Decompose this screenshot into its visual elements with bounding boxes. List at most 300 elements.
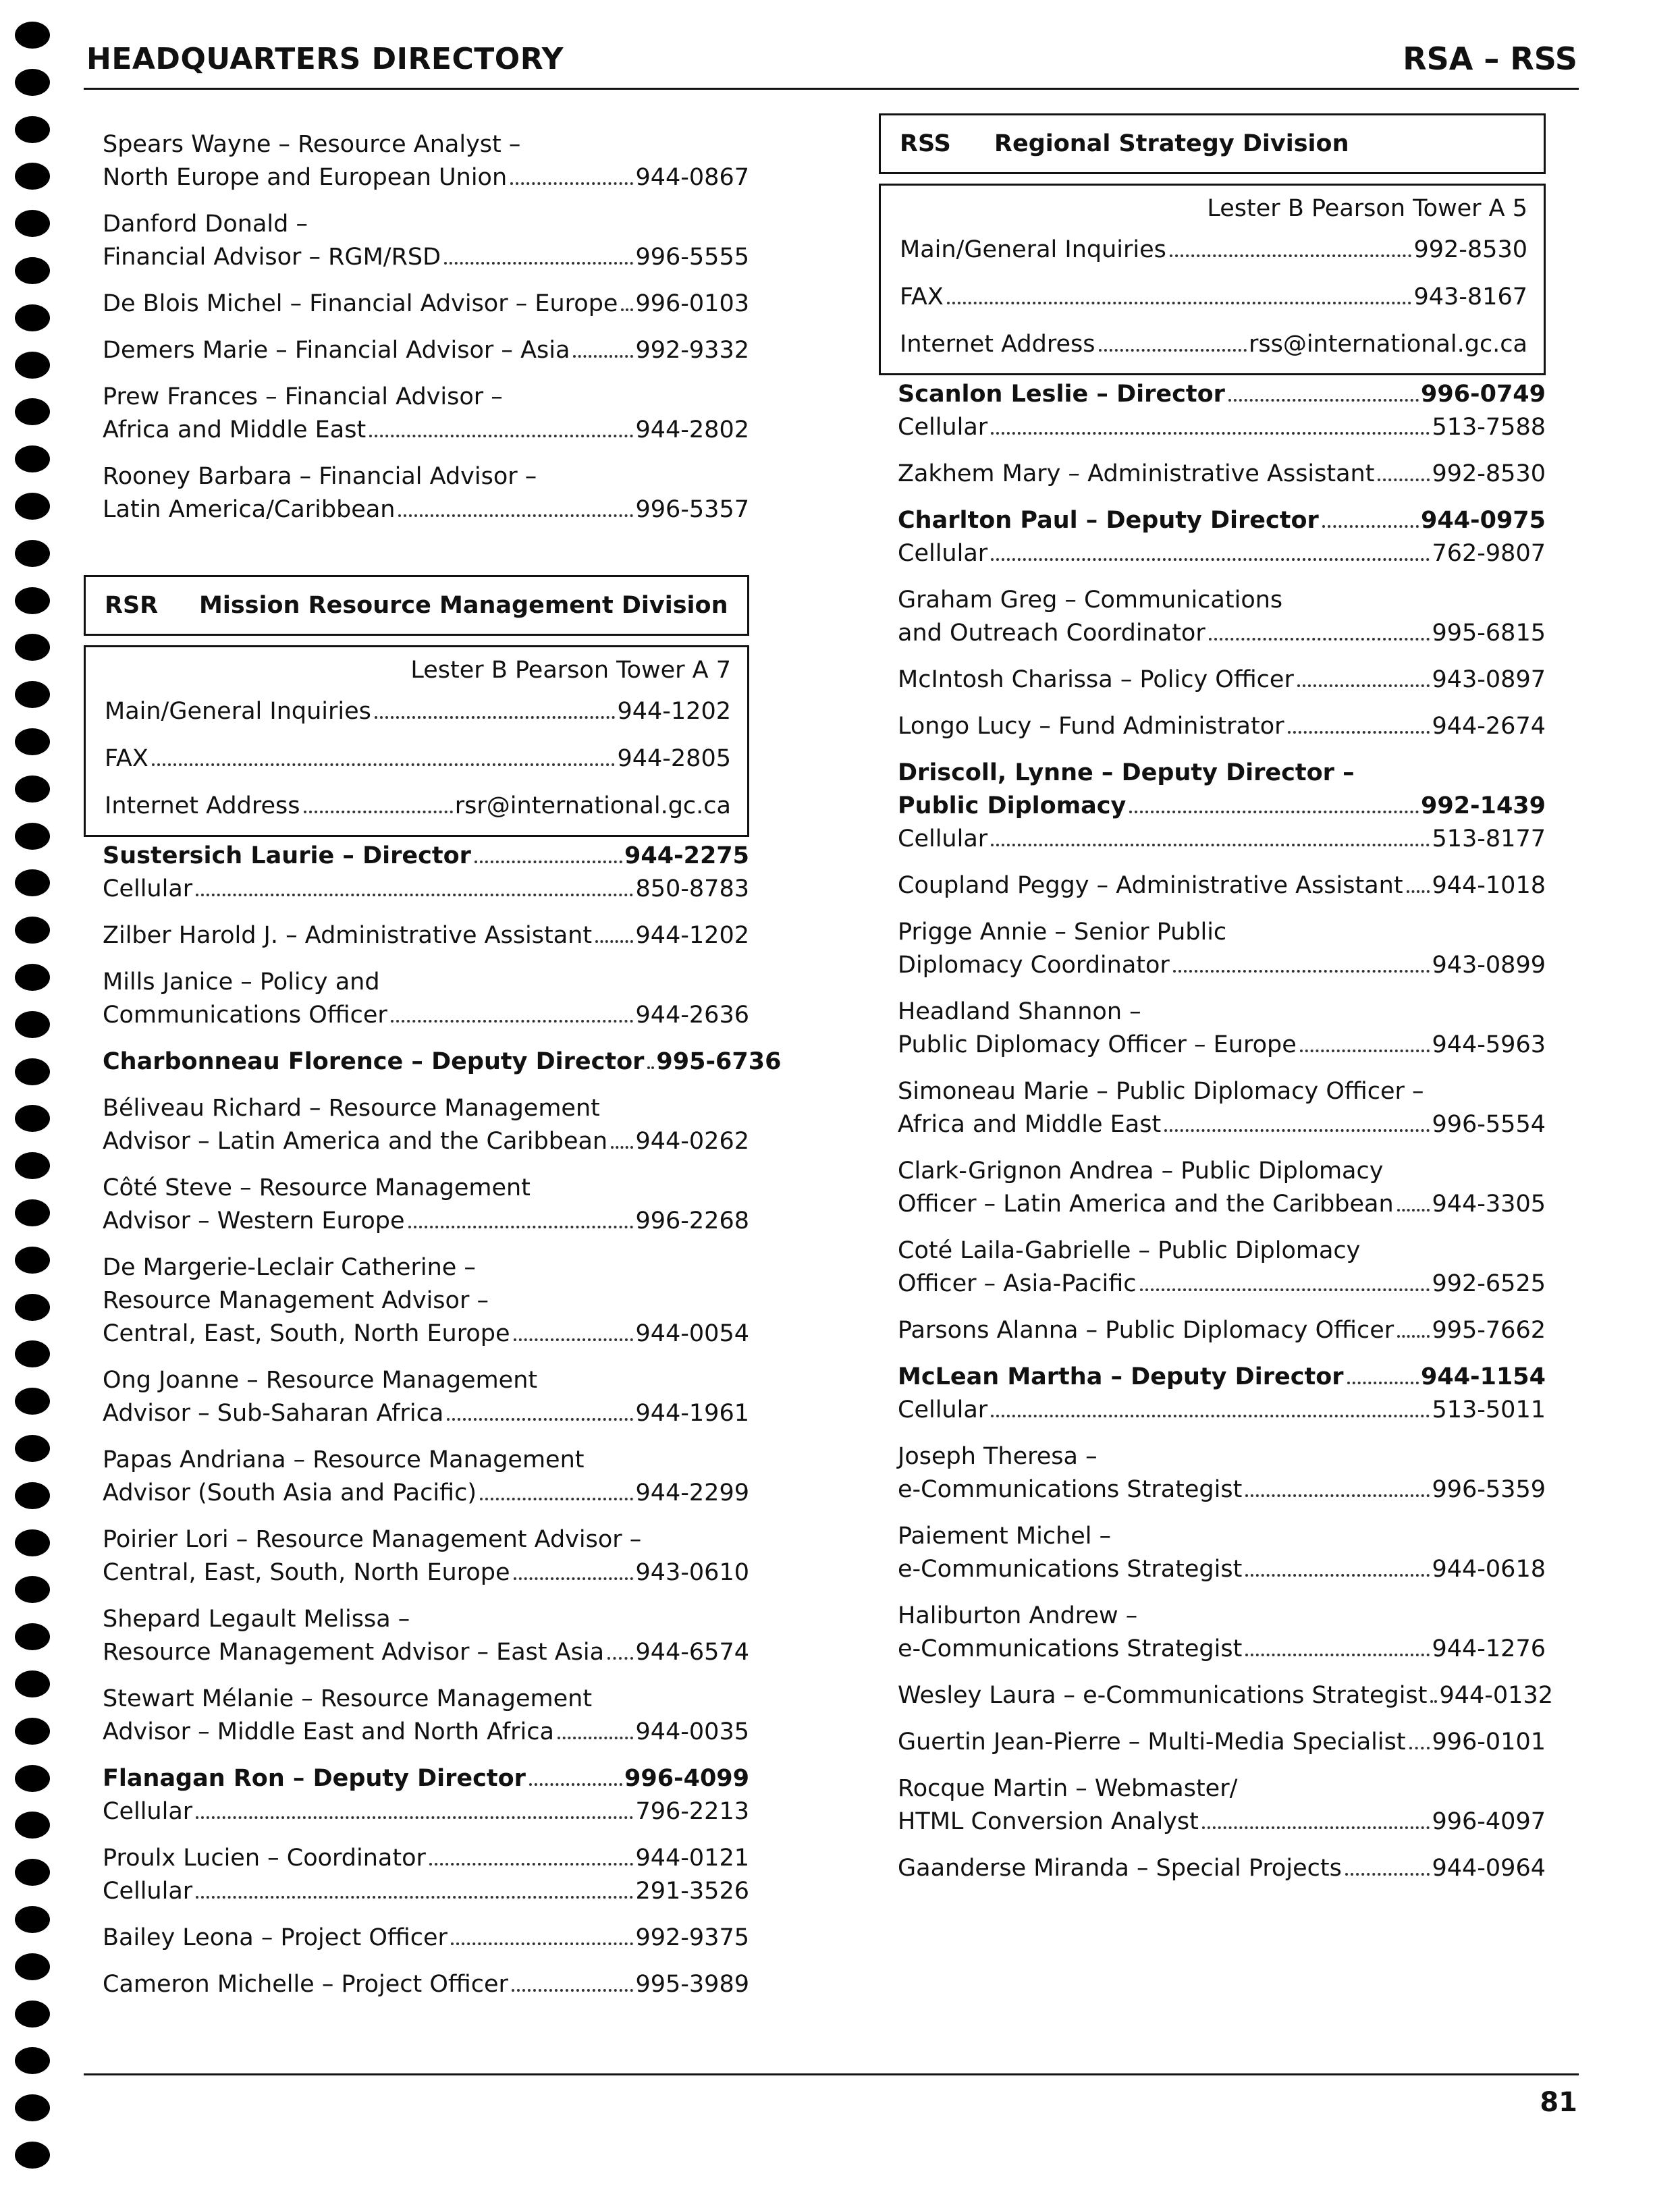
entry-name: and Outreach Coordinator [898, 620, 1205, 647]
entry-phone-line [103, 1556, 749, 1589]
entry-text: Headland Shannon – [898, 998, 1141, 1025]
entry-line [103, 208, 749, 241]
phone-number: 996-4097 [1432, 1808, 1546, 1835]
binder-hole-icon [15, 681, 50, 708]
entry-text: Rooney Barbara – Financial Advisor – [103, 463, 537, 490]
entry-line [898, 1155, 1546, 1188]
entry-name: Financial Advisor – RGM/RSD [103, 244, 441, 271]
entry-line [103, 1172, 749, 1205]
dot-leader [1397, 1335, 1430, 1338]
entry-name: Public Diplomacy Officer – Europe [898, 1031, 1297, 1058]
entry-name: HTML Conversion Analyst [898, 1808, 1199, 1835]
dot-leader [408, 1226, 634, 1228]
division-code: RSS [900, 130, 951, 157]
dot-leader [444, 262, 633, 265]
entry-line [103, 128, 749, 161]
phone-number: 996-5359 [1432, 1476, 1546, 1503]
dot-leader [573, 355, 633, 358]
directory-entry [898, 757, 1546, 856]
phone-number: 944-1202 [635, 922, 749, 949]
dot-leader [1297, 684, 1430, 687]
phone-number: 995-3989 [635, 1971, 749, 1998]
fax-line: FAX 943-8167 [900, 283, 1527, 310]
entry-phone-line [103, 1716, 749, 1749]
phone-number: 944-0867 [635, 164, 749, 191]
entry-name: Longo Lucy – Fund Administrator [898, 713, 1284, 740]
directory-entry [103, 208, 749, 274]
dot-leader [607, 1657, 633, 1660]
binder-hole-icon [15, 2047, 50, 2074]
dot-leader [196, 894, 633, 896]
binder-hole-icon [15, 304, 50, 331]
phone-number: 944-0035 [635, 1718, 749, 1745]
directory-entry [103, 381, 749, 447]
entry-text: Joseph Theresa – [898, 1443, 1098, 1470]
directory-entry [898, 1772, 1546, 1839]
dot-leader [991, 844, 1430, 846]
entry-line [898, 1234, 1546, 1268]
binder-hole-icon [15, 1435, 50, 1462]
cellular-number: 513-5011 [1432, 1396, 1546, 1423]
entry-text: Paiement Michel – [898, 1523, 1112, 1550]
dot-leader [514, 1577, 634, 1580]
directory-entry [898, 458, 1546, 491]
phone-number: 944-0262 [635, 1128, 749, 1155]
dot-leader [196, 1816, 633, 1819]
binder-hole-icon [15, 823, 50, 850]
dot-leader [1129, 811, 1419, 813]
left-column [103, 128, 782, 2015]
entry-name: Advisor – Latin America and the Caribbean [103, 1128, 608, 1155]
phone-number: 996-0103 [635, 290, 749, 317]
entry-name: Africa and Middle East [898, 1111, 1162, 1138]
entry-text: Coté Laila-Gabrielle – Public Diplomacy [898, 1237, 1361, 1264]
directory-entry [898, 1075, 1546, 1141]
binder-hole-icon [15, 2001, 50, 2028]
cellular-number: 513-8177 [1432, 825, 1546, 852]
phone-number: 992-6525 [1432, 1270, 1546, 1297]
binder-hole-icon [15, 1340, 50, 1367]
entry-text: Rocque Martin – Webmaster/ [898, 1775, 1238, 1802]
dot-leader [1245, 1494, 1430, 1497]
entry-name: Public Diplomacy [898, 792, 1127, 819]
entry-name: e-Communications Strategist [898, 1635, 1243, 1662]
cellular-number: 762-9807 [1432, 540, 1546, 567]
entry-phone-line [103, 334, 749, 367]
binder-hole-icon [15, 634, 50, 661]
dot-leader [480, 1498, 634, 1500]
entry-phone-line [103, 1762, 749, 1795]
entry-phone-line [898, 1633, 1546, 1666]
directory-entry [898, 1440, 1546, 1506]
binder-hole-icon [15, 493, 50, 520]
entry-phone-line [898, 458, 1546, 491]
entry-name: Advisor – Western Europe [103, 1207, 405, 1234]
entry-phone-line [898, 1805, 1546, 1839]
phone-number: 943-0899 [1432, 952, 1546, 979]
right-column [898, 113, 1553, 1899]
entry-text: Simoneau Marie – Public Diplomacy Officer – [898, 1078, 1424, 1105]
entry-line [898, 1520, 1546, 1553]
phone-number: 944-0618 [1432, 1556, 1546, 1583]
entry-text: Mills Janice – Policy and [103, 969, 380, 996]
directory-entry [898, 584, 1546, 650]
entry-phone-line [898, 1314, 1546, 1347]
directory-entry [898, 504, 1546, 570]
directory-entry [103, 1922, 749, 1955]
division-title-rss [879, 113, 1546, 174]
dot-leader [1164, 1129, 1430, 1132]
binder-hole-icon [15, 1058, 50, 1085]
directory-entry [103, 1092, 749, 1158]
entry-name: Advisor (South Asia and Pacific) [103, 1479, 477, 1506]
entry-text: Clark-Grignon Andrea – Public Diplomacy [898, 1158, 1384, 1185]
entry-phone-line [103, 1045, 782, 1079]
entry-name: McLean Martha – Deputy Director [898, 1363, 1344, 1390]
phone-number: 944-1961 [635, 1400, 749, 1427]
entry-line [898, 1440, 1546, 1473]
entry-line [898, 996, 1546, 1029]
entry-line [103, 1603, 749, 1636]
binder-hole-icon [15, 540, 50, 567]
entry-line [103, 1444, 749, 1477]
cellular-label: Cellular [103, 875, 193, 902]
entry-name: Zakhem Mary – Administrative Assistant [898, 460, 1375, 487]
directory-entry [898, 916, 1546, 982]
phone-number: 992-1439 [1421, 792, 1546, 819]
entry-phone-line [103, 493, 749, 526]
binder-hole-icon [15, 869, 50, 896]
binder-hole-icon [15, 1011, 50, 1038]
entry-phone-line [898, 790, 1546, 823]
phone-number: 944-3305 [1432, 1191, 1546, 1218]
entry-name: Officer – Asia-Pacific [898, 1270, 1137, 1297]
fax-line: FAX 944-2805 [105, 745, 731, 772]
entry-name: Demers Marie – Financial Advisor – Asia [103, 337, 570, 364]
phone-number: 996-0749 [1421, 381, 1546, 408]
entry-phone-line [898, 504, 1546, 537]
phone-number: 944-2674 [1432, 713, 1546, 740]
entry-line [103, 966, 749, 999]
dot-leader [991, 432, 1430, 435]
entry-phone-line [103, 1477, 749, 1510]
entry-line [898, 1075, 1546, 1108]
phone-number: 992-8530 [1432, 460, 1546, 487]
division-info-rsr [84, 645, 749, 837]
phone-number: 943-0897 [1432, 666, 1546, 693]
dot-leader [510, 182, 633, 185]
phone-number: 944-2636 [635, 1002, 749, 1029]
internet-address: Internet Address rsr@international.gc.ca [105, 792, 731, 819]
dot-leader [475, 861, 622, 863]
entry-phone-line [103, 840, 749, 873]
directory-entry [103, 1364, 749, 1430]
entry-name: Flanagan Ron – Deputy Director [103, 1765, 526, 1792]
entry-phone-line [103, 1636, 749, 1669]
entry-name: Proulx Lucien – Coordinator [103, 1845, 426, 1872]
directory-entry [103, 1683, 749, 1749]
cellular-number: 513-7588 [1432, 414, 1546, 441]
cellular-label: Cellular [898, 1396, 988, 1423]
entry-text: Poirier Lori – Resource Management Advisor – [103, 1526, 642, 1553]
binder-hole-icon [15, 1482, 50, 1509]
phone-number: 996-5555 [635, 244, 749, 271]
directory-entry [103, 1251, 749, 1351]
directory-entry [103, 288, 749, 321]
entry-name: Parsons Alanna – Public Diplomacy Officer [898, 1317, 1394, 1344]
phone-number: 995-6736 [656, 1048, 782, 1075]
binder-hole-icon [15, 1247, 50, 1274]
dot-leader [429, 1863, 634, 1866]
cellular-label: Cellular [898, 540, 988, 567]
directory-entry [103, 919, 749, 952]
dot-leader [1288, 731, 1430, 734]
entry-name: Advisor – Sub-Saharan Africa [103, 1400, 444, 1427]
directory-entry [103, 1523, 749, 1589]
entry-line [103, 1364, 749, 1397]
directory-entry [898, 1600, 1546, 1666]
general-inquiries: Main/General Inquiries 944-1202 [105, 698, 731, 725]
dot-leader [514, 1338, 634, 1341]
entry-name: Africa and Middle East [103, 416, 367, 443]
entry-name: Charlton Paul – Deputy Director [898, 507, 1319, 534]
dot-leader [1322, 525, 1419, 528]
dot-leader [1228, 399, 1419, 402]
entry-line [898, 584, 1546, 617]
entry-name: Coupland Peggy – Administrative Assistant [898, 872, 1403, 899]
phone-number: 944-2802 [635, 416, 749, 443]
dot-leader [391, 1020, 634, 1023]
entry-line [103, 1683, 749, 1716]
entry-name: Cameron Michelle – Project Officer [103, 1971, 508, 1998]
entry-phone-line [898, 1029, 1546, 1062]
dot-leader [1300, 1050, 1430, 1052]
cellular-line [103, 1875, 749, 1908]
entry-name: Gaanderse Miranda – Special Projects [898, 1855, 1342, 1882]
phone-number: 944-6574 [635, 1639, 749, 1666]
binder-hole-icon [15, 1576, 50, 1603]
directory-entry [898, 710, 1546, 743]
phone-number: 996-2268 [635, 1207, 749, 1234]
entry-phone-line [898, 949, 1546, 982]
phone-number: 992-9375 [635, 1924, 749, 1951]
dot-leader [558, 1737, 634, 1739]
phone-number: 944-2299 [635, 1479, 749, 1506]
dot-leader [611, 1146, 633, 1149]
entry-text: Béliveau Richard – Resource Management [103, 1095, 600, 1122]
entry-line [898, 1772, 1546, 1805]
entry-text: Ong Joanne – Resource Management [103, 1367, 538, 1394]
entry-name: Advisor – Middle East and North Africa [103, 1718, 554, 1745]
dot-leader [1209, 638, 1430, 641]
binder-hole-icon [15, 1388, 50, 1415]
dot-leader [1347, 1382, 1419, 1384]
cellular-line [898, 411, 1546, 444]
directory-entry [898, 996, 1546, 1062]
phone-number: 944-5963 [1432, 1031, 1546, 1058]
entry-phone-line [898, 1268, 1546, 1301]
dot-leader [621, 308, 633, 311]
directory-entry [103, 1444, 749, 1510]
directory-entry [898, 1234, 1546, 1301]
binder-hole-icon [15, 1812, 50, 1839]
entry-name: Guertin Jean-Pierre – Multi-Media Specialist [898, 1729, 1406, 1756]
entry-phone-line [103, 1317, 749, 1351]
entry-phone-line [103, 288, 749, 321]
entry-phone-line [103, 1968, 749, 2001]
binder-hole-icon [15, 2094, 50, 2121]
phone-number: 996-5554 [1432, 1111, 1546, 1138]
dot-leader [1202, 1826, 1430, 1829]
entry-line [103, 1523, 749, 1556]
entry-line [898, 916, 1546, 949]
entry-line [103, 1251, 749, 1284]
directory-entry [103, 966, 749, 1032]
binder-hole-icon [15, 1105, 50, 1132]
binder-hole-icon [15, 1529, 50, 1556]
cellular-line [103, 1795, 749, 1828]
binder-hole-icon [15, 1294, 50, 1321]
internet-address: Internet Address rss@international.gc.ca [900, 331, 1527, 358]
dot-leader [1245, 1654, 1430, 1656]
directory-entry [103, 334, 749, 367]
left-staff-list [103, 840, 782, 2001]
cellular-number: 291-3526 [635, 1878, 749, 1905]
phone-number: 944-0054 [635, 1320, 749, 1347]
cellular-label: Cellular [898, 825, 988, 852]
entry-phone-line [898, 1553, 1546, 1586]
entry-name: Bailey Leona – Project Officer [103, 1924, 448, 1951]
entry-phone-line [103, 1205, 749, 1238]
entry-name: Zilber Harold J. – Administrative Assistant [103, 922, 593, 949]
division-location: Lester B Pearson Tower A 5 [1207, 195, 1527, 222]
phone-number: 944-0964 [1432, 1855, 1546, 1882]
entry-line [103, 460, 749, 493]
entry-phone-line [103, 241, 749, 274]
directory-entry [898, 1726, 1546, 1759]
dot-leader [1409, 1747, 1430, 1749]
entry-name: Scanlon Leslie – Director [898, 381, 1225, 408]
directory-entry [103, 128, 749, 194]
cellular-line [103, 873, 749, 906]
dot-leader [1378, 479, 1430, 481]
binder-hole-icon [15, 1623, 50, 1650]
dot-leader [529, 1783, 622, 1786]
entry-name: Wesley Laura – e-Communications Strategist [898, 1682, 1428, 1709]
entry-phone-line [103, 919, 749, 952]
dot-leader [512, 1989, 634, 1992]
dot-leader [1397, 1209, 1430, 1212]
directory-entry [898, 378, 1546, 444]
phone-number: 995-6815 [1432, 620, 1546, 647]
entry-phone-line [898, 663, 1546, 697]
cellular-label: Cellular [103, 1878, 193, 1905]
entry-name: Charbonneau Florence – Deputy Director [103, 1048, 645, 1075]
dot-leader [1173, 970, 1430, 973]
entry-name: Central, East, South, North Europe [103, 1320, 510, 1347]
entry-phone-line [898, 1852, 1546, 1885]
entry-line [898, 1600, 1546, 1633]
phone-number: 944-1154 [1421, 1363, 1546, 1390]
entry-name: Sustersich Laurie – Director [103, 842, 471, 869]
entry-line [898, 757, 1546, 790]
dot-leader [447, 1418, 633, 1421]
binder-hole-icon [15, 445, 50, 472]
directory-entry [103, 1968, 749, 2001]
directory-entry [103, 840, 749, 906]
binder-hole-icon [15, 69, 50, 96]
entry-phone-line [103, 1922, 749, 1955]
cellular-label: Cellular [103, 1798, 193, 1825]
entry-name: Diplomacy Coordinator [898, 952, 1170, 979]
phone-number: 944-2275 [624, 842, 749, 869]
binder-hole-icon [15, 728, 50, 755]
phone-number: 943-0610 [635, 1559, 749, 1586]
entry-phone-line [898, 1361, 1546, 1394]
binder-hole-icon [15, 22, 50, 49]
directory-entry [898, 1155, 1546, 1221]
entry-phone-line [898, 710, 1546, 743]
entry-phone-line [898, 1726, 1546, 1759]
binder-hole-icon [15, 1152, 50, 1179]
directory-entry [103, 1842, 749, 1908]
page-range: RSA – RSS [1403, 40, 1577, 77]
phone-number: 944-1018 [1432, 872, 1546, 899]
directory-entry [898, 1361, 1546, 1427]
entry-text: De Margerie-Leclair Catherine – [103, 1254, 476, 1281]
entry-name: Communications Officer [103, 1002, 387, 1029]
binder-hole-icon [15, 210, 50, 237]
binder-holes [15, 22, 53, 2202]
entry-phone-line [898, 617, 1546, 650]
general-inquiries: Main/General Inquiries 992-8530 [900, 236, 1527, 263]
entry-text: Haliburton Andrew – [898, 1602, 1138, 1629]
binder-hole-icon [15, 917, 50, 944]
entry-text: Prigge Annie – Senior Public [898, 919, 1227, 946]
cellular-line [898, 1394, 1546, 1427]
entry-text: Shepard Legault Melissa – [103, 1606, 410, 1633]
dot-leader [1245, 1574, 1430, 1577]
directory-entry [898, 869, 1546, 902]
entry-phone-line [898, 1679, 1553, 1712]
binder-hole-icon [15, 398, 50, 425]
entry-text: Graham Greg – Communications [898, 587, 1283, 614]
entry-name: Officer – Latin America and the Caribbean [898, 1191, 1394, 1218]
directory-entry [898, 663, 1546, 697]
cellular-line [898, 823, 1546, 856]
binder-hole-icon [15, 2142, 50, 2169]
entry-text: Spears Wayne – Resource Analyst – [103, 131, 521, 158]
directory-entry [103, 460, 749, 526]
directory-entry [103, 1172, 749, 1238]
entry-line [103, 381, 749, 414]
binder-hole-icon [15, 1859, 50, 1886]
binder-hole-icon [15, 1765, 50, 1792]
dot-leader [196, 1896, 633, 1899]
dot-leader [991, 1415, 1430, 1417]
cellular-label: Cellular [898, 414, 988, 441]
entry-text: Prew Frances – Financial Advisor – [103, 383, 503, 410]
phone-number: 996-5357 [635, 496, 749, 523]
left-top-entries [103, 128, 749, 526]
dot-leader [369, 435, 633, 437]
entry-text: Driscoll, Lynne – Deputy Director – [898, 759, 1355, 786]
binder-hole-icon [15, 1670, 50, 1697]
dot-leader [595, 940, 633, 943]
entry-name: e-Communications Strategist [898, 1556, 1243, 1583]
division-info-rss [879, 184, 1546, 375]
entry-phone-line [103, 414, 749, 447]
